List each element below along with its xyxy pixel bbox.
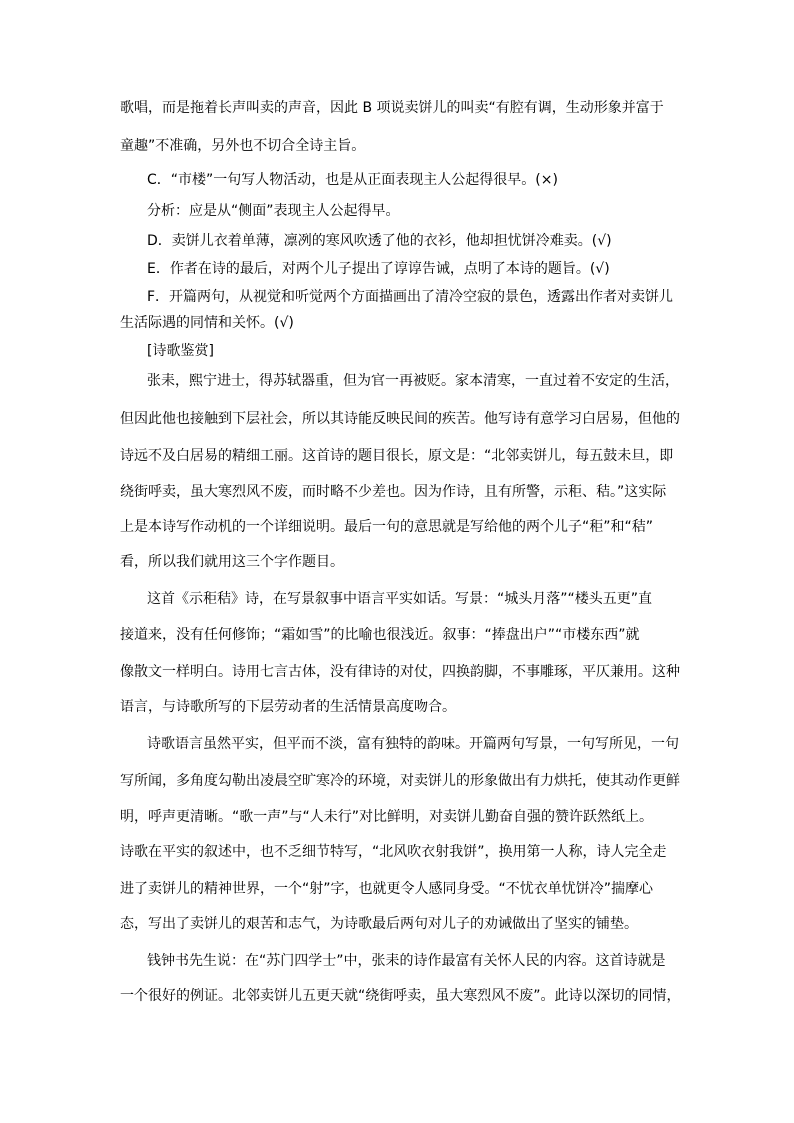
paragraph-line: 明，呼声更清晰。“歌一声”与“人未行”对比鲜明，对卖饼儿勤奋自强的赞许跃然纸上。 [120,809,654,825]
paragraph-line: 诗歌在平实的叙述中，也不乏细节特写，“北风吹衣射我饼”，换用第一人称，诗人完全走 [120,844,667,860]
paragraph-line: 接道来，没有任何修饰；“霜如雪”的比喻也很浅近。叙事：“捧盘出户”“市楼东西”就 [120,627,640,643]
paragraph-line: 一个很好的例证。北邻卖饼儿五更天就“绕街呼卖，虽大寒烈风不废”。此诗以深切的同情， [120,988,681,1004]
paragraph-line: 像散文一样明白。诗用七言古体，没有律诗的对仗，四换韵脚，不事雕琢，平仄兼用。这种 [120,664,680,680]
paragraph-line: 进了卖饼儿的精神世界，一个“射”字，也就更令人感同身受。“不忧衣单忧饼冷”揣摩心 [120,881,654,897]
option-f-line-cont: 生活际遇的同情和关怀。(√) [120,315,294,331]
section-heading: [诗歌鉴赏] [147,343,214,359]
paragraph-line: 诗歌语言虽然平实，但平而不淡，富有独特的韵味。开篇两句写景，一句写所见，一句 [147,736,679,752]
paragraph-line: 这首《示秬秸》诗，在写景叙事中语言平实如话。写景：“城头月落”“楼头五更”直 [147,591,653,607]
paragraph-line: 张耒，熙宁进士，得苏轼器重，但为官一再被贬。家本清寒，一直过着不安定的生活， [147,373,679,389]
paragraph-line: 歌唱，而是拖着长声叫卖的声音，因此 B 项说卖饼儿的叫卖“有腔有调，生动形象并富于 [120,100,664,116]
paragraph-line: 看，所以我们就用这三个字作题目。 [120,554,344,570]
option-c-line: C．“市楼”一句写人物活动，也是从正面表现主人公起得很早。(×) [147,172,558,188]
paragraph-line: 诗远不及白居易的精细工丽。这首诗的题目很长，原文是：“北邻卖饼儿，每五鼓未旦，即 [120,448,674,464]
analysis-line: 分析：应是从“侧面”表现主人公起得早。 [147,203,400,219]
paragraph-line: 钱钟书先生说：在“苏门四学士”中，张耒的诗作最富有关怀人民的内容。这首诗就是 [147,953,666,969]
paragraph-line: 绕街呼卖，虽大寒烈风不废，而时略不少差也。因为作诗，且有所警，示秬、秸。”这实际 [120,484,667,500]
paragraph-line: 写所闻，多角度勾勒出凌晨空旷寒冷的环境，对卖饼儿的形象做出有力烘托，使其动作更鲜 [120,773,680,789]
option-e-line: E．作者在诗的最后，对两个儿子提出了谆谆告诫，点明了本诗的题旨。(√) [147,261,610,277]
paragraph-line: 语言，与诗歌所写的下层劳动者的生活情景高度吻合。 [120,699,456,715]
paragraph-line: 上是本诗写作动机的一个详细说明。最后一句的意思就是写给他的两个儿子“秬”和“秸” [120,519,654,535]
paragraph-line: 童趣”不准确，另外也不切合全诗主旨。 [120,138,366,154]
paragraph-line: 但因此他也接触到下层社会，所以其诗能反映民间的疾苦。他写诗有意学习白居易，但他的 [120,411,680,427]
paragraph-line: 态，写出了卖饼儿的艰苦和志气，为诗歌最后两句对儿子的劝诫做出了坚实的铺垫。 [120,916,638,932]
option-d-line: D．卖饼儿衣着单薄，凛冽的寒风吹透了他的衣衫，他却担忧饼冷难卖。(√) [147,233,612,249]
option-f-line: F．开篇两句，从视觉和听觉两个方面描画出了清冷空寂的景色，透露出作者对卖饼儿 [147,289,674,305]
